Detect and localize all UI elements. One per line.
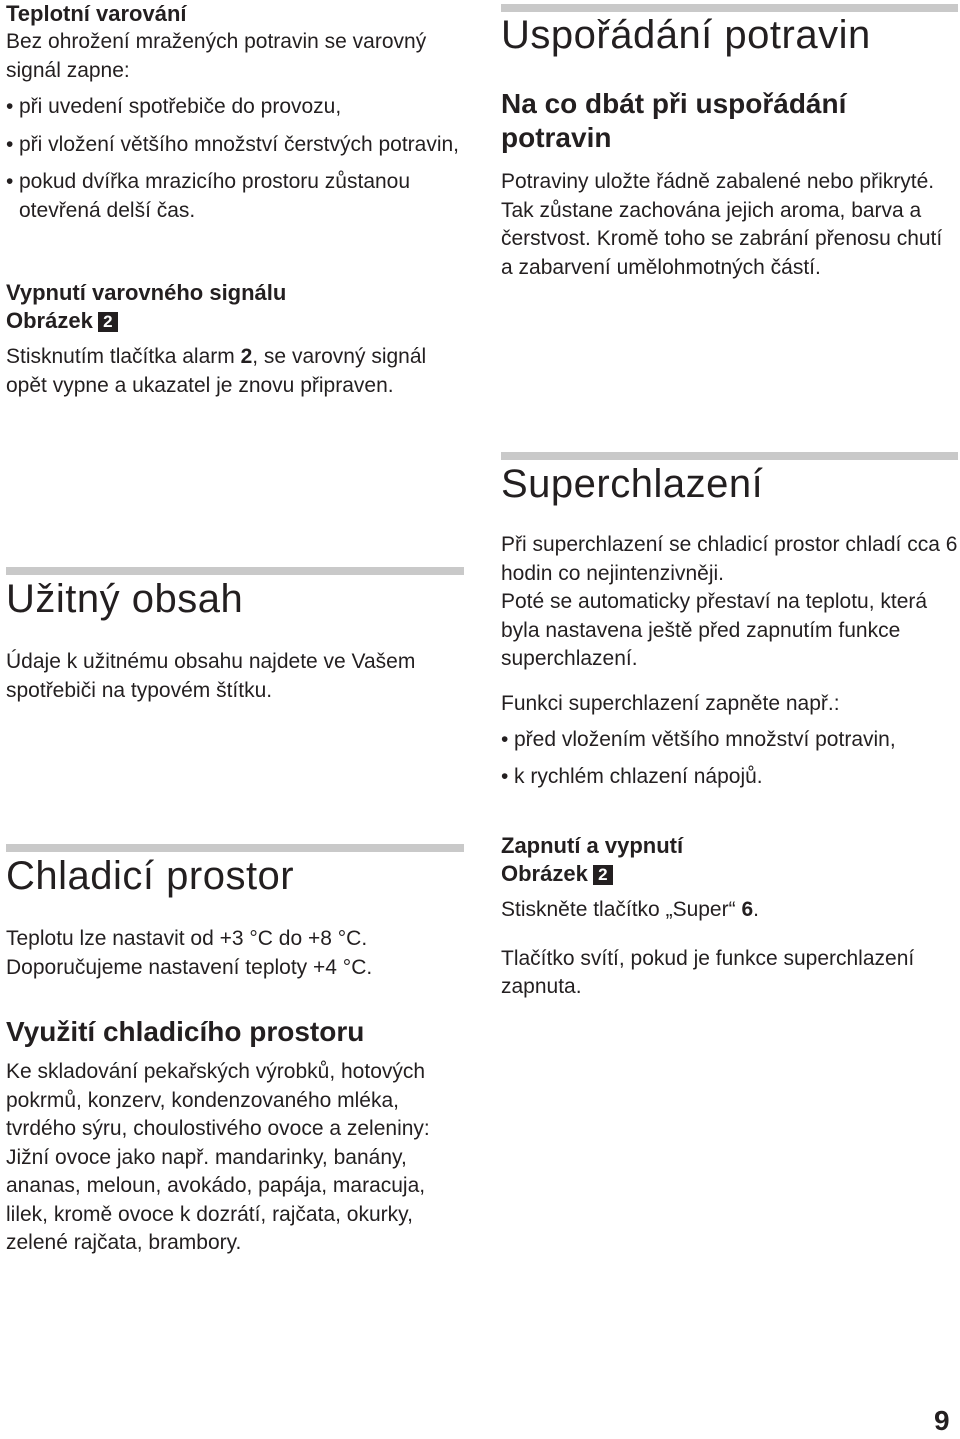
usable-content-text: Údaje k užitnému obsahu najdete ve Vašem spotřebiči na typovém štítku. [6, 650, 416, 702]
figure-number-badge: 2 [593, 865, 613, 885]
alarm-off-text [6, 343, 464, 400]
figure-reference [501, 860, 958, 888]
super-instruction-end: . [753, 898, 759, 921]
supercooling-reset-text: Poté se automaticky přestaví na teplotu, která byla nastavena ještě před zapnutím funkce superchlazení. [501, 590, 928, 670]
supercooling-heading: Superchlazení [501, 462, 764, 506]
usable-content-section [6, 576, 464, 705]
figure-number-badge: 2 [98, 312, 118, 332]
cooling-use-fruits: Jižní ovoce jako např. mandarinky, banány, ananas, meloun, avokádo, papája, maracuja, lilek, kromě ovoce k dozrátí, rajčata, okurky, zelené rajčata, brambory. [6, 1145, 426, 1254]
super-button-number: 6 [741, 898, 754, 921]
section-divider [6, 567, 464, 575]
alarm-off-text-start: Stisknutím tlačítka alarm [6, 345, 241, 368]
supercooling-section [501, 461, 958, 791]
temperature-warning-title: Teplotní varování [6, 1, 187, 26]
list-item: • pokud dvířka mrazicího prostoru zůstanou otevřená delší čas. [6, 168, 464, 225]
alarm-button-number: 2 [240, 345, 253, 368]
alarm-off-title: Vypnutí varovného signálu [6, 280, 287, 305]
cooling-use-text: Ke skladování pekařských výrobků, hotových pokrmů, konzerv, kondenzovaného mléka, tvrdého sýru, choulostivého ovoce a zeleniny: [6, 1060, 430, 1140]
supercooling-intro: Funkci superchlazení zapněte např.: [501, 691, 840, 715]
supercooling-list [501, 726, 958, 791]
temperature-warning-intro: Bez ohrožení mražených potravin se varovný signál zapne: [6, 30, 427, 82]
figure-label: Obrázek [501, 861, 588, 886]
supercooling-onoff-title: Zapnutí a vypnutí [501, 833, 684, 858]
temperature-warning-list [6, 93, 464, 225]
arrangement-section [501, 12, 958, 282]
alarm-off-text-end: , se varovný signál opět vypne a ukazatel je znovu připraven. [6, 345, 427, 397]
page-number: 9 [934, 1405, 950, 1436]
section-divider [501, 452, 958, 460]
figure-reference [6, 307, 464, 335]
arrangement-subheading: Na co dbát při uspořádání potravin [501, 88, 847, 153]
cooling-section [6, 853, 464, 982]
list-item: • při vložení většího množství čerstvých potravin, [6, 131, 464, 160]
cooling-recommendation-text: Doporučujeme nastavení teploty +4 °C. [6, 955, 373, 979]
alarm-off-section [6, 279, 464, 400]
cooling-heading: Chladicí prostor [6, 854, 295, 898]
cooling-use-heading: Využití chladicího prostoru [6, 1016, 365, 1047]
list-item: • k rychlém chlazení nápojů. [501, 763, 958, 792]
super-instruction-start: Stiskněte tlačítko „Super“ [501, 898, 742, 921]
list-item: • při uvedení spotřebiče do provozu, [6, 93, 464, 122]
arrangement-text: Potraviny uložte řádně zabalené nebo přikryté. Tak zůstane zachována jejich aroma, barva a čerstvost. Kromě toho se zabrání přenosu chutí a zabarvení umělohmotných částí. [501, 170, 943, 279]
super-button-instruction [501, 896, 958, 925]
arrangement-heading: Uspořádání potravin [501, 13, 871, 57]
usable-content-heading: Užitný obsah [6, 577, 244, 621]
section-divider [501, 4, 958, 12]
temperature-warning-section [6, 0, 464, 225]
list-item: • před vložením většího množství potravin, [501, 726, 958, 755]
super-button-lit-text: Tlačítko svítí, pokud je funkce superchlazení zapnuta. [501, 946, 915, 998]
supercooling-duration-text: Při superchlazení se chladicí prostor chladí cca 6 hodin co nejintenzivněji. [501, 533, 958, 585]
supercooling-onoff-section [501, 832, 958, 1002]
figure-label: Obrázek [6, 308, 93, 333]
cooling-use-section [6, 1015, 464, 1258]
cooling-range-text: Teplotu lze nastavit od +3 °C do +8 °C. [6, 927, 368, 950]
section-divider [6, 844, 464, 852]
